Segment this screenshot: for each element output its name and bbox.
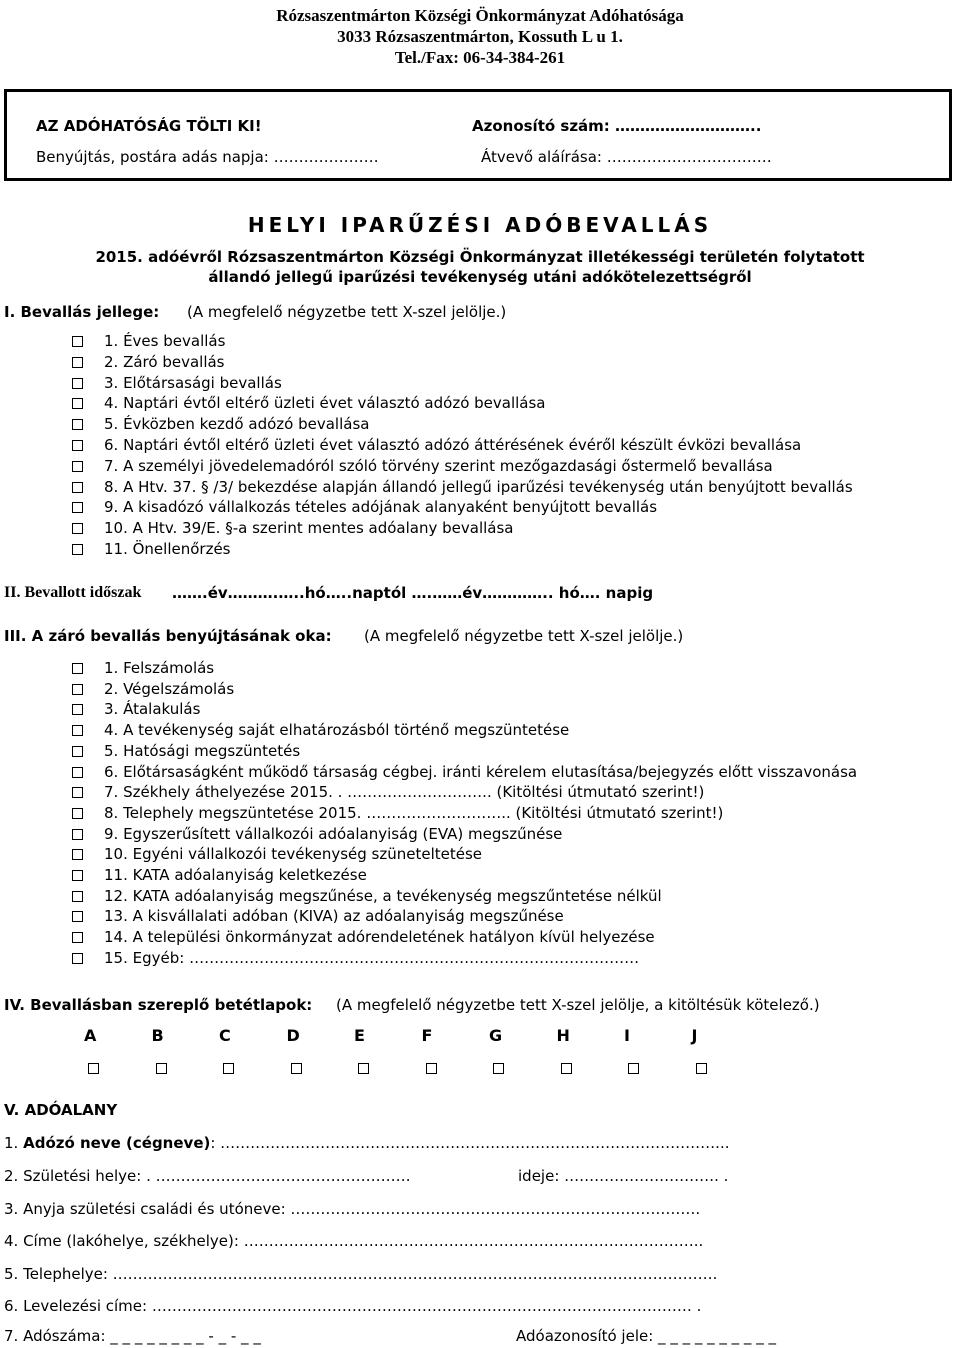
authority-phone: Tel./Fax: 06-34-384-261 (394, 48, 566, 67)
closure-reason-option-label: 6. Előtársaságként működő társaság cégbej. iránti kérelem elutasítása/bejegyzés előtt visszavonása (104, 762, 858, 781)
mailing-address-field[interactable]: 6. Levelezési címe: ……………………………………………………………………………………………… . (4, 1297, 702, 1315)
attachment-checkbox[interactable] (156, 1063, 167, 1074)
attachment-letter: C (219, 1026, 231, 1045)
attachment-letter: H (556, 1026, 570, 1045)
bevallas-type-option-label: 4. Naptári évtől eltérő üzleti évet választó adózó bevallása (104, 394, 546, 413)
checkbox[interactable] (72, 849, 83, 860)
closure-reason-option-label: 5. Hatósági megszüntetés (104, 741, 301, 760)
attachment-checkbox[interactable] (493, 1063, 504, 1074)
section3-note: (A megfelelő négyzetbe tett X-szel jelölje.) (364, 627, 684, 645)
section3-heading: III. A záró bevallás benyújtásának oka: (4, 627, 332, 645)
checkbox[interactable] (72, 704, 83, 715)
attachment-letter: G (489, 1026, 503, 1045)
attachment-checkbox[interactable] (223, 1063, 234, 1074)
tax-number-field[interactable]: 7. Adószáma: _ _ _ _ _ _ _ _ - _ - _ _ (4, 1327, 261, 1345)
checkbox[interactable] (72, 544, 83, 555)
closure-reason-option-label: 11. KATA adóalanyiság keletkezése (104, 866, 367, 884)
checkbox[interactable] (72, 911, 83, 922)
office-box-title: AZ ADÓHATÓSÁG TÖLTI KI! (36, 117, 262, 135)
closure-reason-option-label: 9. Egyszerűsített vállalkozói adóalanyiság (EVA) megszűnése (104, 824, 563, 843)
checkbox[interactable] (72, 398, 83, 409)
bevallas-type-option-label: 5. Évközben kezdő adózó bevallása (104, 415, 370, 434)
bevallas-type-option-label: 2. Záró bevallás (104, 352, 225, 371)
attachment-checkbox[interactable] (696, 1063, 707, 1074)
checkbox[interactable] (72, 767, 83, 778)
bevallas-type-option-label: 3. Előtársasági bevallás (104, 373, 282, 392)
address-field[interactable]: 4. Címe (lakóhelye, székhelye): ……………………………………………………………………………….. (4, 1232, 704, 1250)
attachment-checkbox[interactable] (426, 1063, 437, 1074)
receiver-signature-field[interactable]: Átvevő aláírása: …………………………… (481, 148, 772, 166)
closure-reason-option-label: 15. Egyéb: ……………………………………………………………………………… (104, 948, 640, 967)
birth-place-field[interactable]: 2. Születési helye: . …………………………………………… (4, 1167, 411, 1185)
checkbox[interactable] (72, 870, 83, 881)
checkbox[interactable] (72, 684, 83, 695)
taxpayer-name-field[interactable]: 1. Adózó neve (cégneve): ………………………………………………………………………………………... (4, 1134, 730, 1152)
attachment-letter: B (151, 1026, 164, 1045)
bevallas-type-option-label: 8. A Htv. 37. § /3/ bekezdése alapján állandó jellegű iparűzési tevékenység után benyújtott bevallás (104, 477, 853, 496)
checkbox[interactable] (72, 932, 83, 943)
bevallas-type-option-label: 10. A Htv. 39/E. §-a szerint mentes adóalany bevallása (104, 519, 514, 538)
attachment-checkbox[interactable] (561, 1063, 572, 1074)
checkbox[interactable] (72, 891, 83, 902)
id-number-field[interactable]: Azonosító szám: ……………………….. (472, 117, 762, 135)
closure-reason-option-label: 7. Székhely áthelyezése 2015. . ……………………….. (Kitöltési útmutató szerint!) (104, 783, 705, 802)
tax-id-field[interactable]: Adóazonosító jele: _ _ _ _ _ _ _ _ _ _ (516, 1327, 776, 1345)
bevallas-type-option-label: 1. Éves bevallás (104, 332, 226, 350)
attachment-checkbox[interactable] (358, 1063, 369, 1074)
checkbox[interactable] (72, 787, 83, 798)
checkbox[interactable] (72, 357, 83, 368)
checkbox[interactable] (72, 482, 83, 493)
closure-reason-option-label: 2. Végelszámolás (104, 679, 235, 698)
checkbox[interactable] (72, 336, 83, 347)
attachment-letter: J (691, 1026, 698, 1045)
authority-address: 3033 Rózsaszentmárton, Kossuth L u 1. (337, 27, 623, 46)
closure-reason-option-label: 14. A települési önkormányzat adórendeletének hatályon kívül helyezése (104, 928, 655, 947)
attachment-checkbox[interactable] (291, 1063, 302, 1074)
section4-note: (A megfelelő négyzetbe tett X-szel jelölje, a kitöltésük kötelező.) (336, 996, 820, 1014)
section1-note: (A megfelelő négyzetbe tett X-szel jelölje.) (187, 303, 507, 321)
section5-heading: V. ADÓALANY (4, 1101, 118, 1119)
attachment-checkbox[interactable] (628, 1063, 639, 1074)
closure-reason-option-label: 3. Átalakulás (104, 700, 201, 719)
birth-date-field[interactable]: ideje: …………………………. . (518, 1167, 729, 1185)
bevallas-type-option-label: 11. Önellenőrzés (104, 540, 231, 558)
checkbox[interactable] (72, 523, 83, 534)
submission-date-field[interactable]: Benyújtás, postára adás napja: ………………… (36, 148, 379, 166)
bevallas-type-option-label: 9. A kisadózó vállalkozás tételes adójának alanyaként benyújtott bevallás (104, 498, 658, 517)
bevallas-type-option-label: 7. A személyi jövedelemadóról szóló törvény szerint mezőgazdasági őstermelő bevallása (104, 456, 773, 475)
attachment-letter: E (354, 1026, 365, 1045)
closure-reason-option-label: 10. Egyéni vállalkozói tevékenység szüneteltetése (104, 845, 483, 864)
checkbox[interactable] (72, 663, 83, 674)
checkbox[interactable] (72, 419, 83, 430)
attachment-letter: I (624, 1026, 630, 1045)
bevallas-type-option-label: 6. Naptári évtől eltérő üzleti évet választó adózó áttérésének évéről készült évközi bevallása (104, 436, 802, 454)
mother-name-field[interactable]: 3. Anyja születési családi és utóneve: ………………………………………………………………………. (4, 1200, 701, 1218)
checkbox[interactable] (72, 378, 83, 389)
form-subtitle-line1: 2015. adóévről Rózsaszentmárton Községi Önkormányzat illetékességi területén folytatott (95, 248, 865, 266)
checkbox[interactable] (72, 808, 83, 819)
checkbox[interactable] (72, 953, 83, 964)
closure-reason-option-label: 4. A tevékenység saját elhatározásból történő megszüntetése (104, 721, 570, 740)
closure-reason-option-label: 13. A kisvállalati adóban (KIVA) az adóalanyiság megszűnése (104, 907, 564, 926)
checkbox[interactable] (72, 502, 83, 513)
attachment-checkbox[interactable] (88, 1063, 99, 1074)
checkbox[interactable] (72, 746, 83, 757)
authority-name: Rózsaszentmárton Községi Önkormányzat Adóhatósága (276, 6, 684, 25)
checkbox[interactable] (72, 829, 83, 840)
closure-reason-option-label: 1. Felszámolás (104, 659, 215, 677)
section2-label: II. Bevallott időszak (4, 584, 142, 601)
checkbox[interactable] (72, 461, 83, 472)
closure-reason-option-label: 8. Telephely megszüntetése 2015. ……………………….. (Kitöltési útmutató szerint!) (104, 803, 724, 822)
section1-heading: I. Bevallás jellege: (4, 303, 160, 321)
office-use-box (4, 89, 952, 181)
checkbox[interactable] (72, 440, 83, 451)
form-title: HELYI IPARŰZÉSI ADÓBEVALLÁS (247, 213, 713, 237)
section4-heading: IV. Bevallásban szereplő betétlapok: (4, 996, 313, 1014)
premises-field[interactable]: 5. Telephelye: …………………………………………………………………………………………………………. (4, 1265, 718, 1283)
attachment-letter: F (421, 1026, 433, 1045)
attachment-letter: D (286, 1026, 300, 1045)
reporting-period-field[interactable]: …….év……….…..hó…..naptól ….……év………….. hó…. napig (172, 584, 654, 602)
closure-reason-option-label: 12. KATA adóalanyiság megszűnése, a tevékenység megszűntetése nélkül (104, 886, 662, 905)
form-subtitle-line2: állandó jellegű iparűzési tevékenység utáni adókötelezettségről (208, 268, 752, 286)
checkbox[interactable] (72, 725, 83, 736)
attachment-letter: A (84, 1026, 97, 1045)
